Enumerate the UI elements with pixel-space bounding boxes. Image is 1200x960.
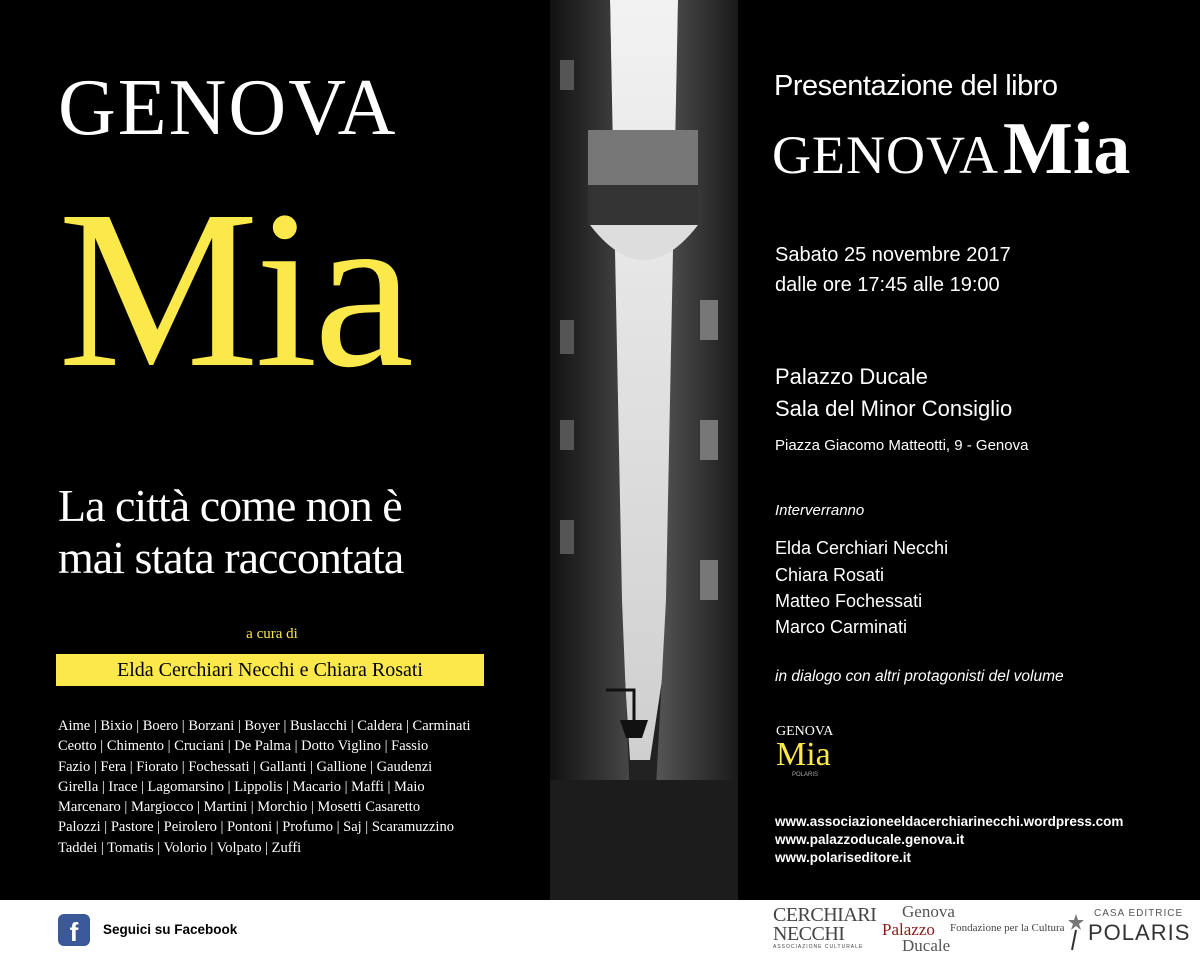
event-info-panel — [738, 0, 1200, 900]
event-title-genova: GENOVA — [772, 125, 1000, 185]
cover-subtitle-line-1: La città come non è — [58, 480, 402, 531]
logo-casa-editrice: CASA EDITRICE — [1094, 908, 1184, 919]
speaker-name: Marco Carminati — [775, 617, 908, 637]
website-link[interactable]: www.polariseditore.it — [775, 850, 912, 865]
alley-photo — [550, 0, 738, 900]
logo-pd-palazzo: Palazzo — [882, 920, 935, 939]
logo-pd-fondazione: Fondazione per la Cultura — [950, 922, 1065, 934]
logo-associazione-line: ASSOCIAZIONE CULTURALE — [773, 944, 864, 950]
speaker-name: Elda Cerchiari Necchi — [775, 538, 949, 558]
cover-subtitle-line-2: mai stata raccontata — [58, 532, 404, 583]
authors-line: Palozzi | Pastore | Peirolero | Pontoni | Profumo | Saj | Scaramuzzino — [58, 819, 454, 836]
logo-necchi-line: NECCHI — [773, 923, 845, 945]
website-link[interactable]: www.associazioneeldacerchiarinecchi.wordpress.com — [775, 814, 1124, 829]
logo-polaris-name: POLARIS — [1088, 920, 1191, 945]
facebook-icon[interactable] — [58, 914, 90, 946]
authors-line: Marcenaro | Margiocco | Martini | Morchio | Mosetti Casaretto — [58, 799, 421, 816]
website-link[interactable]: www.palazzoducale.genova.it — [775, 832, 965, 847]
authors-list — [58, 716, 490, 858]
event-title-mia: Mia — [1003, 108, 1131, 190]
logo-mia-text: Mia — [776, 736, 831, 773]
logo-cerchiari-line: CERCHIARI — [773, 904, 877, 926]
logo-polaris-text: POLARIS — [792, 772, 819, 778]
editors-banner: Elda Cerchiari Necchi e Chiara Rosati — [56, 654, 484, 686]
logo-pd-ducale: Ducale — [902, 936, 951, 955]
logo-genova-text: GENOVA — [776, 724, 834, 739]
event-room: Sala del Minor Consiglio — [775, 396, 1013, 421]
event-book-title — [772, 108, 1131, 190]
cover-title-mia: Mia — [58, 164, 411, 414]
event-address: Piazza Giacomo Matteotti, 9 - Genova — [775, 437, 1029, 454]
a-cura-label: a cura di — [246, 626, 298, 642]
speaker-name: Matteo Fochessati — [775, 591, 923, 611]
authors-line: Ceotto | Chimento | Cruciani | De Palma | Dotto Viglino | Fassio — [58, 738, 429, 755]
polaris-logo — [1066, 906, 1196, 956]
cover-subtitle — [58, 480, 498, 584]
event-hours: dalle ore 17:45 alle 19:00 — [775, 274, 1000, 296]
event-venue: Palazzo Ducale — [775, 364, 928, 389]
book-cover — [0, 0, 550, 900]
speaker-name: Chiara Rosati — [775, 565, 885, 585]
facebook-link[interactable]: Seguici su Facebook — [103, 922, 238, 937]
presentation-heading: Presentazione del libro — [774, 70, 1058, 102]
authors-line: Taddei | Tomatis | Volorio | Volpato | Zuffi — [58, 839, 302, 856]
cerchiari-necchi-logo — [773, 904, 877, 954]
authors-line: Fazio | Fera | Fiorato | Fochessati | Gallanti | Gallione | Gaudenzi — [58, 758, 433, 775]
facebook-glyph: f — [69, 917, 79, 947]
logo-pd-genova: Genova — [902, 902, 955, 921]
dialog-note: in dialogo con altri protagonisti del volume — [775, 668, 1064, 685]
authors-line: Girella | Irace | Lagomarsino | Lippolis | Macario | Maffi | Maio — [58, 778, 425, 795]
cover-title-genova: GENOVA — [58, 64, 398, 152]
genova-mia-logo — [776, 724, 846, 800]
alley-photo-image — [550, 0, 738, 900]
authors-line: Aime | Bixio | Boero | Borzani | Boyer | Buslacchi | Caldera | Carminati — [58, 718, 471, 734]
polaris-star-icon — [1066, 912, 1086, 952]
speakers-label: Interverranno — [775, 502, 865, 519]
event-date: Sabato 25 novembre 2017 — [775, 244, 1011, 266]
palazzo-ducale-logo — [880, 902, 1065, 956]
